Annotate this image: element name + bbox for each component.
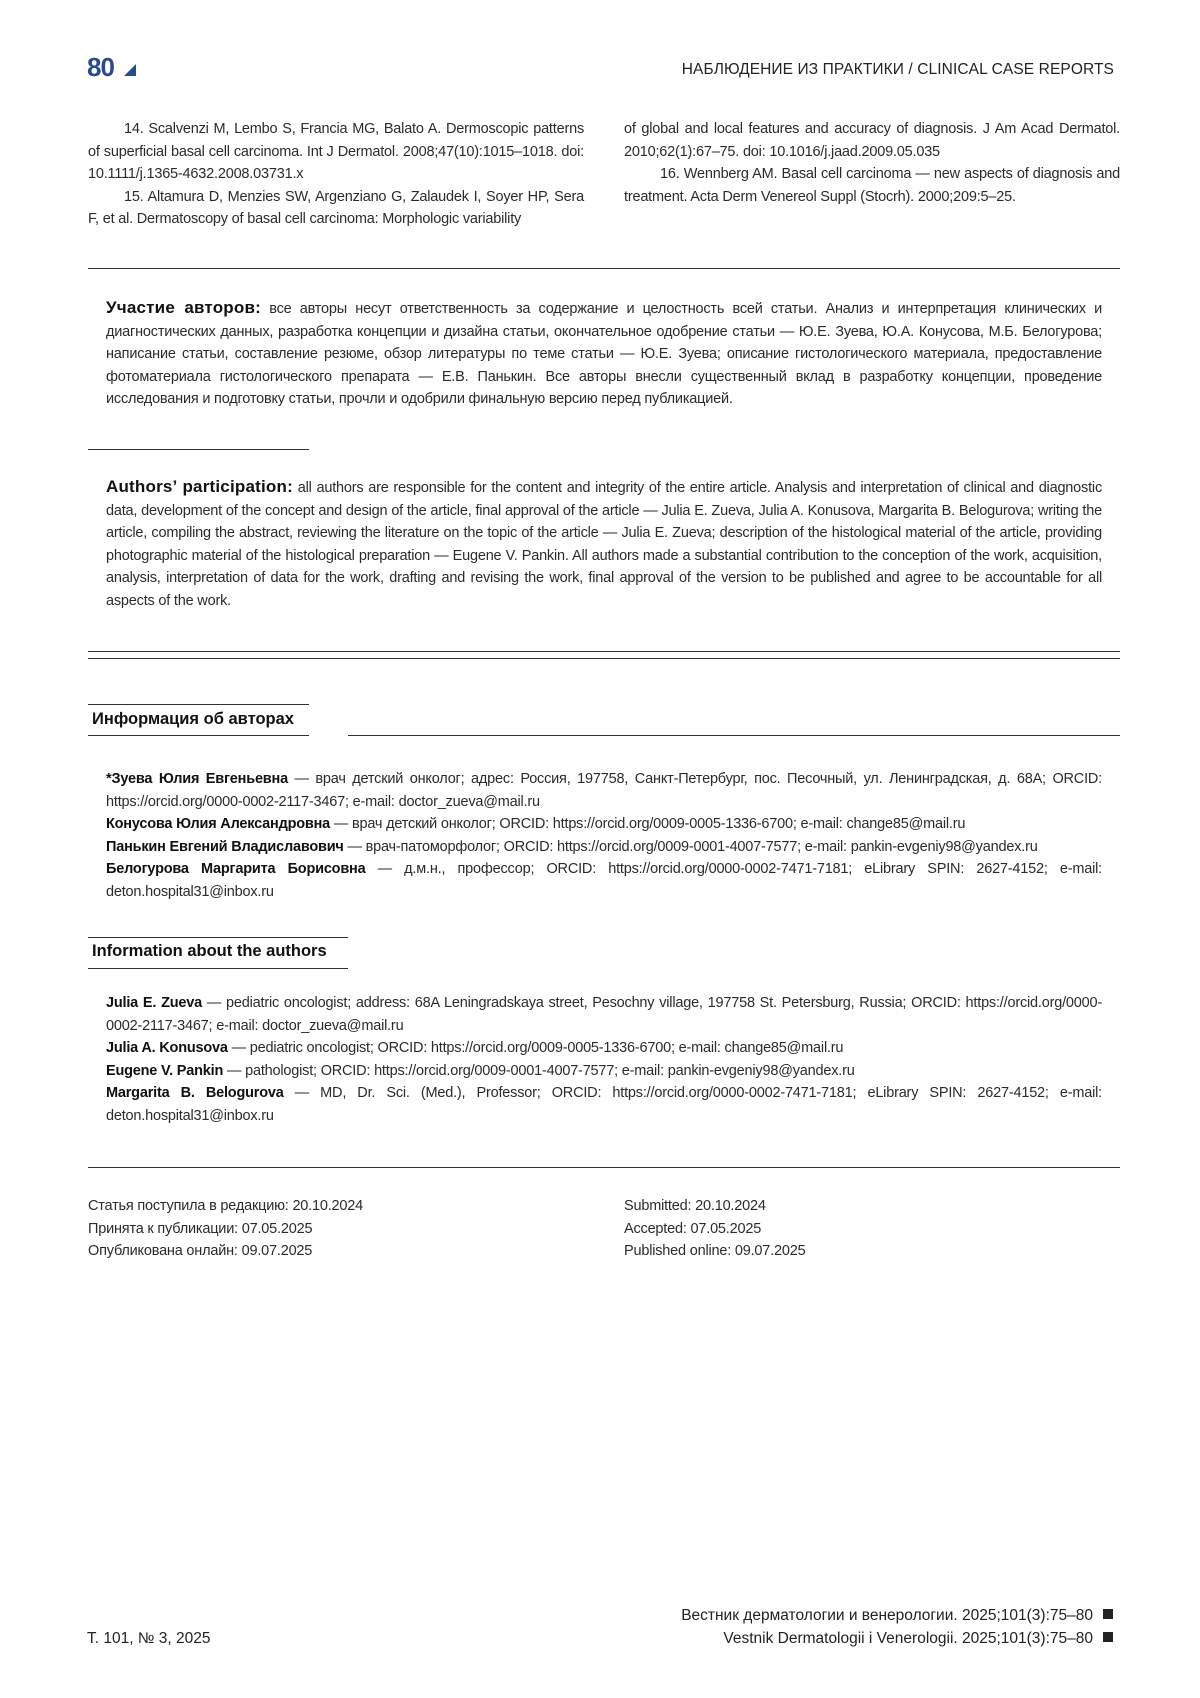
footer-journal-ru: Вестник дерматологии и венерологии. 2025;101(3):75–80 [681,1607,1093,1624]
authors-ru-list [106,768,1102,903]
authors-en-heading: Information about the authors [92,942,327,960]
double-divider-bottom [88,658,1120,659]
author-name: *Зуева Юлия Евгеньевна [106,771,288,787]
dates-ru [88,1195,568,1263]
author-en-1 [106,992,1102,1037]
reference-15-continued: of global and local features and accuracy of diagnosis. J Am Acad Dermatol. 2010;62(1):67–75. doi: 10.1016/j.jaad.2009.05.035 [624,121,1120,160]
page-number: 80 [87,52,114,82]
author-name: Конусова Юлия Александровна [106,816,331,832]
participation-en-text: all authors are responsible for the content and integrity of the entire article. Analysis and interpretation of clinical and diagnostic data, development of the concept and design of the article, final approval of the article — Julia E. Zueva, Julia A. Konusova, Margarita B. Belogurova; writing the article, compiling the abstract, reviewing the literature on the topic of the article — Julia E. Zueva; description of the histological material of the article, providing photographic material of the histological preparation — Eugene V. Pankin. All authors made a substantial contribution to the conception of the work, acquisition, analysis, interpretation of data for the work, drafting and revising the work, final approval of the version to be published and agree to be accountable for all aspects of the work. [106,480,1102,609]
reference-14: 14. Scalvenzi M, Lembo S, Francia MG, Balato A. Dermoscopic patterns of superficial basal cell carcinoma. Int J Dermatol. 2008;47(10):1015–1018. doi: 10.1111/j.1365-4632.2008.03731.x [88,121,584,182]
authors-en-list [106,992,1102,1127]
author-ru-4 [106,858,1102,903]
double-divider-top [88,651,1120,652]
author-ru-2 [106,813,1102,836]
references-right-column [624,118,1120,208]
author-name: Julia E. Zueva [106,995,202,1011]
reference-16: 16. Wennberg AM. Basal cell carcinoma — new aspects of diagnosis and treatment. Acta Derm Venereol Suppl (Stocrh). 2000;209:5–25. [624,166,1120,205]
short-divider [88,449,309,450]
author-name: Панькин Евгений Владиславович [106,838,344,855]
dates-en [624,1195,1104,1263]
reference-15: 15. Altamura D, Menzies SW, Argenziano G, Zalaudek I, Soyer HP, Sera F, et al. Dermatoscopy of basal cell carcinoma: Morphologic variability [88,188,584,227]
footer-journal-en: Vestnik Dermatologii i Venerologii. 2025;101(3):75–80 [723,1630,1093,1647]
author-details: — врач детский онколог; ORCID: https://orcid.org/0009-0005-1336-6700; e-mail: change85@mail.ru [330,816,966,832]
author-details: — врач-патоморфолог; ORCID: https://orcid.org/0009-0001-4007-7577; e-mail: pankin-evgeniy98@yandex.ru [343,838,1038,855]
participation-ru-label: Участие авторов: [106,298,261,317]
author-details: — pathologist; ORCID: https://orcid.org/0009-0001-4007-7577; e-mail: pankin-evgeniy98@yandex.ru [223,1062,855,1079]
author-ru-1 [106,768,1102,813]
square-marker-icon [1103,1632,1113,1642]
heading-rule [348,735,1120,736]
date-published-ru: Опубликована онлайн: 09.07.2025 [88,1243,313,1259]
author-en-2 [106,1037,1102,1060]
date-accepted-ru: Принята к публикации: 07.05.2025 [88,1220,313,1237]
participation-ru [106,297,1102,411]
references-left-column [88,118,584,231]
author-details: — pediatric oncologist; address: 68A Leningradskaya street, Pesochny village, 197758 St. Petersburg, Russia; ORCID: https://orcid.org/0000-0002-2117-3467; e-mail: doctor_zueva@mail.ru [106,995,1102,1034]
heading-overline [88,937,348,938]
participation-ru-text: все авторы несут ответственность за содержание и целостность всей статьи. Анализ и интерпретация клинических и диагностических данных, разработка концепции и дизайна статьи, окончательное одобрение статьи — Ю.Е. Зуева, Ю.А. Конусова, М.Б. Белогурова; написание статьи, составление резюме, обзор литературы по теме статьи — Ю.Е. Зуева; описание гистологического материала, предоставление фотоматериала гистологического препарата — Е.В. Панькин. Все авторы внесли существенный вклад в разработку концепции, проведение исследования и подготовку статьи, прочли и одобрили финальную версию перед публикацией. [106,301,1103,407]
author-details: — pediatric oncologist; ORCID: https://orcid.org/0009-0005-1336-6700; e-mail: change85@mail.ru [227,1040,844,1056]
date-submitted-en: Submitted: 20.10.2024 [624,1198,766,1214]
divider [88,268,1120,269]
author-details: — MD, Dr. Sci. (Med.), Professor; ORCID: https://orcid.org/0000-0002-7471-7181; eLibrary SPIN: 2627-4152; e-mail: deton.hospital31@inbox.ru [106,1085,1102,1124]
divider [88,1167,1120,1168]
author-details: — д.м.н., профессор; ORCID: https://orcid.org/0000-0002-7471-7181; eLibrary SPIN: 2627-4152; e-mail: deton.hospital31@inbox.ru [106,861,1102,900]
author-name: Белогурова Маргарита Борисовна [106,861,366,877]
heading-overline [88,704,309,705]
author-en-3 [106,1060,1102,1083]
footer-journal-en-line [723,1630,1113,1648]
date-submitted-ru: Статья поступила в редакцию: 20.10.2024 [88,1198,364,1214]
running-title: НАБЛЮДЕНИЕ ИЗ ПРАКТИКИ / CLINICAL CASE REPORTS [681,61,1114,78]
footer-journal-ru-line [681,1607,1113,1625]
page-corner-mark [124,64,136,76]
date-published-en: Published online: 09.07.2025 [624,1243,806,1259]
participation-en-label: Authors’ participation: [106,477,293,496]
author-name: Margarita B. Belogurova [106,1085,284,1101]
author-en-4 [106,1082,1102,1127]
footer-volume: Т. 101, № 3, 2025 [87,1630,211,1647]
square-marker-icon [1103,1609,1113,1619]
author-ru-3 [106,836,1102,859]
heading-underline [88,968,348,969]
author-details: — врач детский онколог; адрес: Россия, 197758, Санкт-Петербург, пос. Песочный, ул. Ленинградская, д. 68А; ORCID: https://orcid.org/0000-0002-2117-3467; e-mail: doctor_zueva@mail.ru [106,771,1103,810]
date-accepted-en: Accepted: 07.05.2025 [624,1220,762,1237]
author-name: Eugene V. Pankin [106,1062,224,1079]
author-name: Julia A. Konusova [106,1040,228,1056]
authors-ru-heading: Информация об авторах [92,710,294,728]
heading-underline [88,735,309,736]
participation-en [106,476,1102,612]
